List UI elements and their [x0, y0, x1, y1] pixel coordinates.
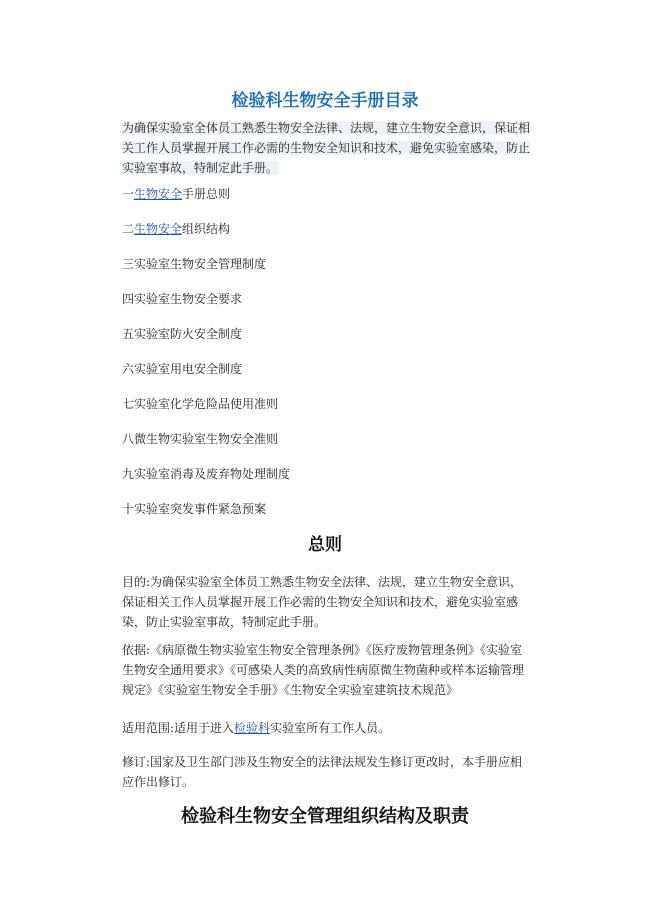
- intro-text: 为确保实验室全体员工熟悉生物安全法律、法规，建立生物安全意识，保证相关工作人员掌握开展工作必需的生物安全知识和技术，避免实验室感染，防止实验室事故，特制定此手册。: [122, 121, 531, 175]
- toc-item-5: 五实验室防火安全制度: [122, 327, 243, 341]
- document-title: 检验科生物安全手册目录: [231, 91, 419, 111]
- toc-item-6: 六实验室用电安全制度: [122, 362, 243, 376]
- toc-link-biosafety[interactable]: 生物安全: [134, 187, 183, 201]
- toc-item-8: 八微生物实验室生物安全准则: [122, 432, 279, 446]
- general-heading: 总则: [308, 535, 342, 555]
- toc-item-4: 四实验室生物安全要求: [122, 292, 243, 306]
- scope-paragraph: 适用范围:适用于进入检验科实验室所有工作人员。: [122, 721, 391, 735]
- toc-item-1[interactable]: 一生物安全手册总则: [122, 187, 231, 201]
- toc-item-3: 三实验室生物安全管理制度: [122, 257, 267, 271]
- toc-item-10: 十实验室突发事件紧急预案: [122, 502, 267, 516]
- toc-item-7: 七实验室化学危险品使用准则: [122, 397, 279, 411]
- intro-paragraph: [122, 118, 532, 178]
- toc-link-biosafety[interactable]: 生物安全: [134, 222, 183, 236]
- toc-item-2[interactable]: 二生物安全组织结构: [122, 222, 231, 236]
- scope-link-lab[interactable]: 检验科: [234, 721, 271, 735]
- toc-item-9: 九实验室消毒及废弃物处理制度: [122, 467, 291, 481]
- basis-paragraph: 依据:《病原微生物实验室生物安全管理条例》《医疗废物管理条例》《实验室生物安全通用要求》《可感染人类的高致病性病原微生物菌种或样本运输管理规定》《实验室生物安全手册》《生物安全实验室建筑技术规范》: [122, 643, 525, 697]
- revision-paragraph: 修订:国家及卫生部门涉及生物安全的法律法规发生修订更改时，本手册应相应作出修订。: [122, 755, 523, 789]
- purpose-paragraph: 目的:为确保实验室全体员工熟悉生物安全法律、法规，建立生物安全意识，保证相关工作人员掌握开展工作必需的生物安全知识和技术，避免实验室感染，防止实验室事故，特制定此手册。: [122, 575, 523, 629]
- org-structure-heading: 检验科生物安全管理组织结构及职责: [181, 806, 469, 827]
